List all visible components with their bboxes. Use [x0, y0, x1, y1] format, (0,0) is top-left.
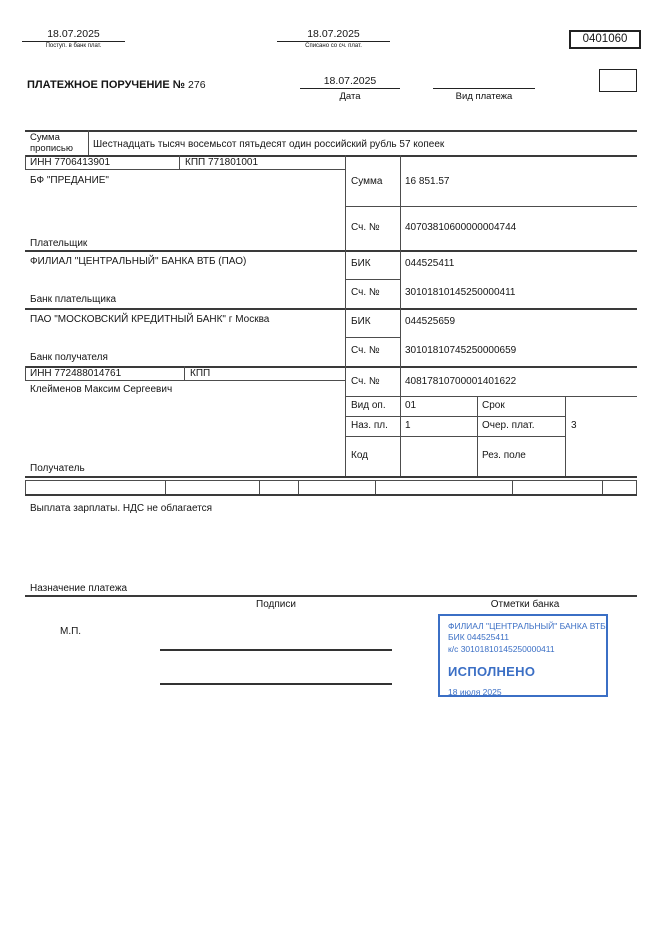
bank-stamp — [438, 614, 608, 697]
payee-bank-bik-label: БИК — [351, 316, 371, 327]
purpose-code-value: 1 — [405, 420, 411, 431]
received-date: 18.07.2025 — [22, 28, 125, 42]
divider-line — [25, 155, 637, 157]
divider-line — [25, 494, 637, 496]
stamp-corr-account: к/с 30101810145250000411 — [448, 643, 555, 654]
divider-line — [179, 155, 180, 169]
term-label: Срок — [482, 400, 505, 411]
sum-label: Сумма — [351, 176, 383, 187]
payer-label: Плательщик — [30, 238, 88, 249]
priority-label: Очер. плат. — [482, 420, 535, 431]
op-type-label: Вид оп. — [351, 400, 386, 411]
payment-kind-value — [433, 75, 535, 89]
reserve-label: Рез. поле — [482, 450, 526, 461]
doc-title-row — [27, 79, 206, 92]
divider-line — [400, 155, 401, 476]
divider-line — [477, 396, 478, 476]
bank-marks-label: Отметки банка — [490, 599, 560, 610]
divider-line — [345, 279, 400, 280]
payment-kind-caption: Вид платежа — [455, 91, 513, 102]
divider-line — [25, 380, 345, 381]
divider-line — [345, 416, 565, 417]
payer-bank-bik: 044525411 — [405, 258, 455, 269]
amount-words-label: Сумма прописью — [30, 132, 73, 155]
divider-line — [512, 480, 513, 494]
payer-bank-name: ФИЛИАЛ "ЦЕНТРАЛЬНЫЙ" БАНКА ВТБ (ПАО) — [30, 256, 247, 267]
payee-bank-account: 30101810745250000659 — [405, 345, 517, 356]
payer-kpp: КПП 771801001 — [185, 157, 259, 168]
doc-title: ПЛАТЕЖНОЕ ПОРУЧЕНИЕ № — [27, 79, 185, 91]
payer-account: 40703810600000004744 — [405, 222, 517, 233]
form-code-box — [569, 30, 641, 49]
amount-words: Шестнадцать тысяч восемьсот пятьдесят один российский рубль 57 копеек — [93, 139, 445, 150]
status-code-box — [599, 69, 637, 92]
doc-date-field — [300, 75, 400, 102]
divider-line — [25, 480, 637, 481]
payee-name: Клейменов Максим Сергеевич — [30, 384, 173, 395]
mp-label: М.П. — [60, 626, 82, 637]
debited-caption: Списано со сч. плат. — [305, 43, 362, 49]
signatures-label: Подписи — [256, 599, 296, 610]
stamp-status: ИСПОЛНЕНО — [448, 664, 536, 680]
code-label: Код — [351, 450, 369, 461]
divider-line — [375, 480, 376, 494]
payer-account-label: Сч. № — [351, 222, 380, 233]
divider-line — [345, 396, 637, 397]
payer-bank-account: 30101810145250000411 — [405, 287, 516, 298]
priority-value: 3 — [571, 420, 577, 431]
payment-kind-field — [433, 75, 535, 102]
divider-line — [25, 308, 637, 310]
divider-line — [25, 366, 26, 380]
payee-bank-account-label: Сч. № — [351, 345, 380, 356]
payee-account-label: Сч. № — [351, 376, 380, 387]
divider-line — [602, 480, 603, 494]
payee-inn: ИНН 772488014761 — [30, 368, 122, 379]
received-date-field — [22, 28, 125, 49]
doc-date: 18.07.2025 — [300, 75, 400, 89]
divider-line — [345, 155, 346, 476]
stamp-bank-name: ФИЛИАЛ "ЦЕНТРАЛЬНЫЙ" БАНКА ВТБ — [448, 621, 606, 631]
purpose-label: Назначение платежа — [30, 583, 128, 594]
received-caption: Поступ. в банк плат. — [45, 43, 102, 49]
doc-number: 276 — [188, 79, 206, 91]
payer-bank-account-label: Сч. № — [351, 287, 380, 298]
divider-line — [25, 480, 26, 494]
debited-date-field — [277, 28, 390, 49]
sum-value: 16 851.57 — [405, 176, 450, 187]
divider-line — [636, 480, 637, 494]
divider-line — [345, 206, 637, 207]
payer-inn: ИНН 7706413901 — [30, 157, 111, 168]
payee-bank-name: ПАО "МОСКОВСКИЙ КРЕДИТНЫЙ БАНК" г Москва — [30, 314, 270, 325]
payer-name: БФ "ПРЕДАНИЕ" — [30, 175, 109, 186]
signature-line-1 — [160, 649, 392, 651]
divider-line — [565, 396, 566, 476]
payee-kpp: КПП — [190, 368, 211, 379]
divider-line — [25, 476, 637, 478]
date-caption: Дата — [339, 91, 361, 102]
form-code: 0401060 — [582, 33, 628, 45]
divider-line — [88, 130, 89, 155]
payer-bank-bik-label: БИК — [351, 258, 371, 269]
divider-line — [165, 480, 166, 494]
signature-line-2 — [160, 683, 392, 685]
purpose-code-label: Наз. пл. — [351, 420, 388, 431]
payee-label: Получатель — [30, 463, 85, 474]
divider-line — [25, 595, 637, 597]
divider-line — [298, 480, 299, 494]
divider-line — [25, 130, 637, 132]
stamp-bik: БИК 044525411 — [448, 632, 509, 643]
payee-bank-bik: 044525659 — [405, 316, 456, 327]
divider-line — [25, 250, 637, 252]
divider-line — [25, 155, 26, 169]
stamp-date: 18 июля 2025 — [448, 687, 502, 698]
divider-line — [345, 436, 565, 437]
divider-line — [345, 337, 400, 338]
debited-date: 18.07.2025 — [277, 28, 390, 42]
divider-line — [259, 480, 260, 494]
op-type-value: 01 — [405, 400, 417, 411]
divider-line — [184, 366, 185, 380]
payee-account: 40817810700001401622 — [405, 376, 517, 387]
purpose-text: Выплата зарплаты. НДС не облагается — [30, 503, 213, 514]
payee-bank-label: Банк получателя — [30, 352, 108, 363]
payer-bank-label: Банк плательщика — [30, 294, 117, 305]
divider-line — [25, 169, 345, 170]
